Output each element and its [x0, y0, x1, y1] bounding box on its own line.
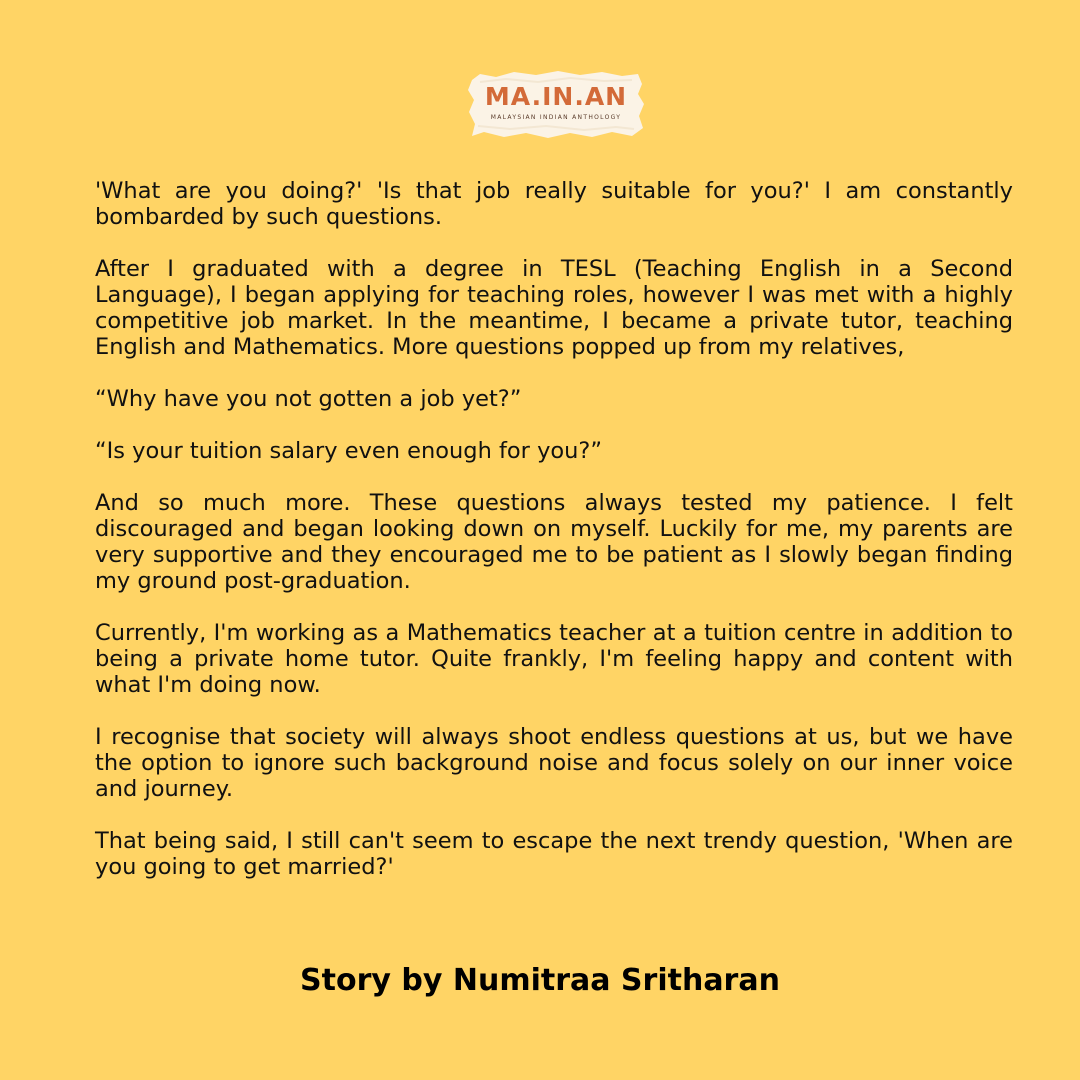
story-paragraph: Currently, I'm working as a Mathematics teacher at a tuition centre in addition to being a private home tutor. Quite frankly, I'm feeling happy and content with what I'm doing now.: [95, 620, 1013, 698]
logo-subtitle: MALAYSIAN INDIAN ANTHOLOGY: [490, 114, 622, 121]
story-paragraph: After I graduated with a degree in TESL (Teaching English in a Second Language), I began applying for teaching roles, however I was met with a highly competitive job market. In the meantime, I became a private tutor, teaching English and Mathematics. More questions popped up from my relatives,: [95, 256, 1013, 360]
story-paragraph: I recognise that society will always shoot endless questions at us, but we have the option to ignore such background noise and focus solely on our inner voice and journey.: [95, 724, 1013, 802]
story-paragraph: 'What are you doing?' 'Is that job really suitable for you?' I am constantly bombarded by such questions.: [95, 178, 1013, 230]
story-byline: Story by Numitraa Sritharan: [300, 963, 780, 998]
story-paragraph: “Why have you not gotten a job yet?”: [95, 386, 522, 412]
mainan-logo: [466, 66, 646, 142]
story-body: [95, 178, 1013, 880]
story-paragraph: That being said, I still can't seem to escape the next trendy question, 'When are you going to get married?': [95, 828, 1013, 880]
logo-title: MA.IN.AN: [484, 82, 628, 111]
story-paragraph: And so much more. These questions always tested my patience. I felt discouraged and began looking down on myself. Luckily for me, my parents are very supportive and they encouraged me to be patient as I slowly began finding my ground post-graduation.: [95, 490, 1013, 594]
story-paragraph: “Is your tuition salary even enough for you?”: [95, 438, 603, 464]
